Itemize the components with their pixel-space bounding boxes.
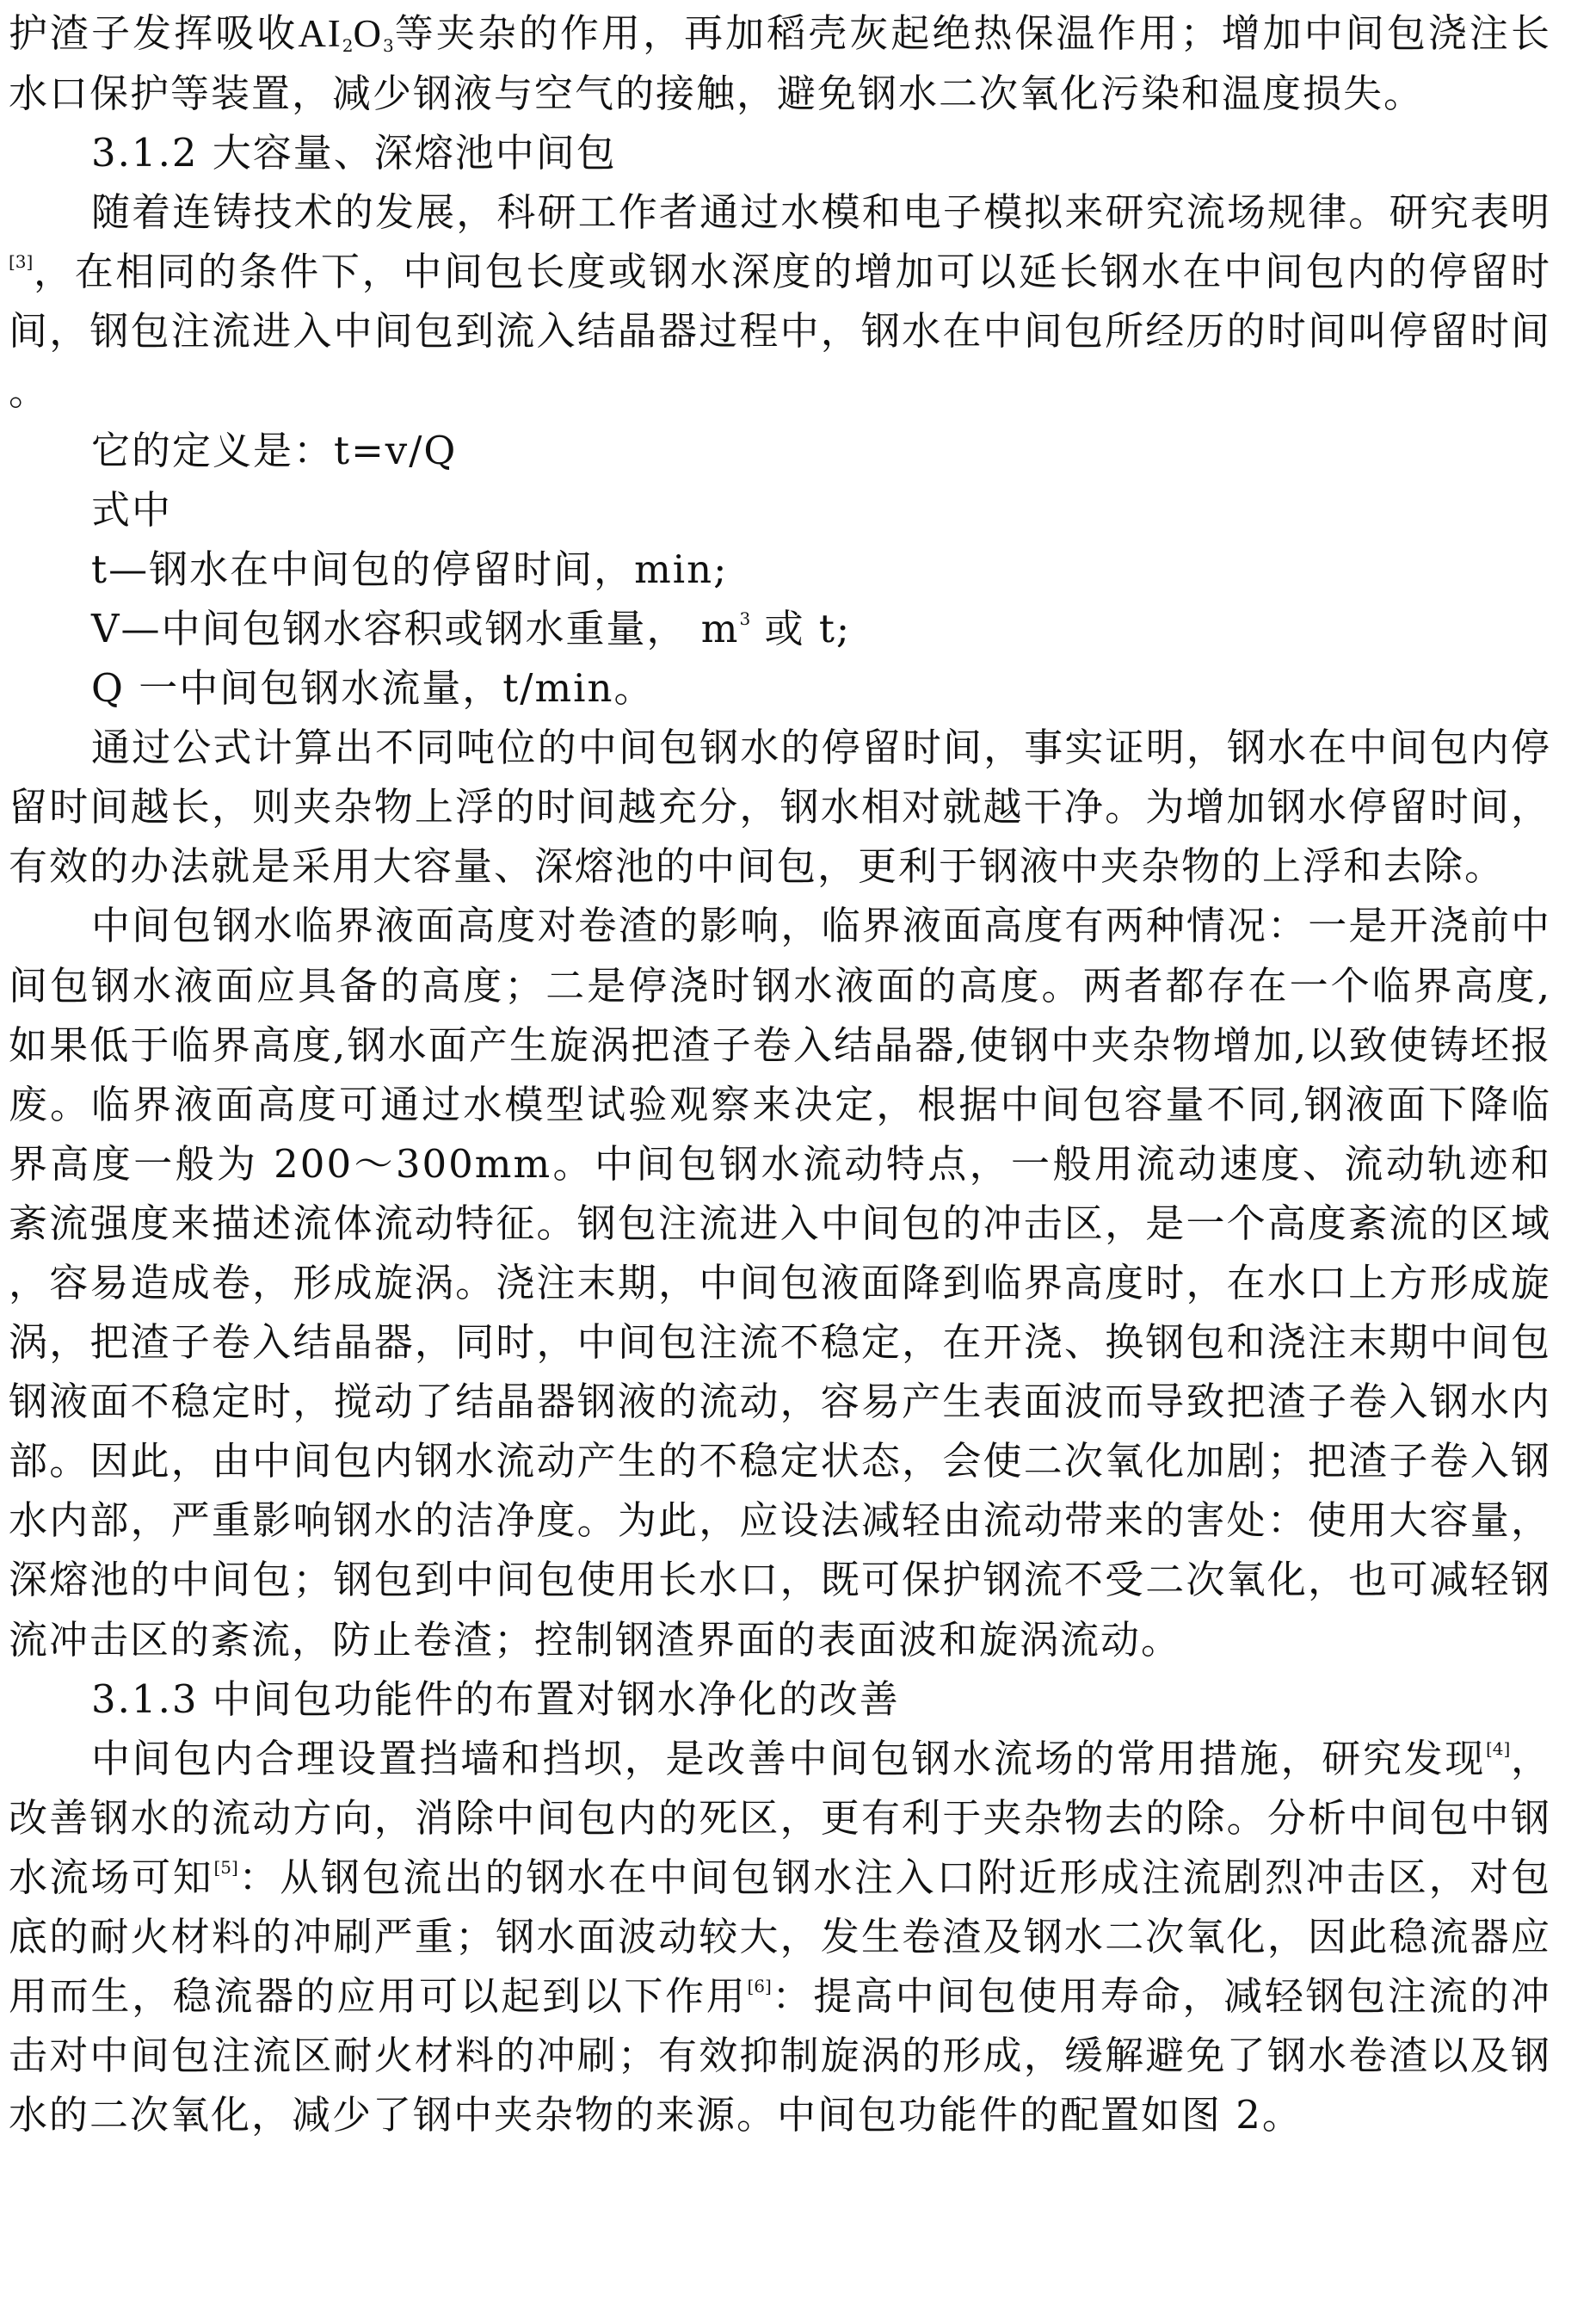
text-segment: 护渣子发挥吸收 (9, 10, 299, 56)
formula-o: O (353, 12, 384, 55)
paragraph-critical-level: 中间包钢水临界液面高度对卷渣的影响，临界液面高度有两种情况：一是开浇前中间包钢水液面应具备的高度；二是停浇时钢水液面的高度。两者都存在一个临界高度,如果低于临界高度,钢水面产生旋涡把渣子卷入结晶器,使钢中夹杂物增加,以致使铸坯报废。临界液面高度可通过水模型试验观察来决定，根据中间包容量不同,钢液面下降临界高度一般为 200～300mm。中间包钢水流动特点，一般用流动速度、流动轨迹和紊流强度来描述流体流动特征。钢包注流进入中间包的冲击区，是一个高度紊流的区域，容易造成卷，形成旋涡。浇注末期，中间包液面降到临界高度时，在水口上方形成旋涡，把渣子卷入结晶器，同时，中间包注流不稳定，在开浇、换钢包和浇注末期中间包钢液面不稳定时，搅动了结晶器钢液的流动，容易产生表面波而导致把渣子卷入钢水内部。因此，由中间包内钢水流动产生的不稳定状态，会使二次氧化加剧；把渣子卷入钢水内部，严重影响钢水的洁净度。为此，应设法减轻由流动带来的害处：使用大容量，深熔池的中间包；钢包到中间包使用长水口，既可保护钢流不受二次氧化，也可减轻钢流冲击区的紊流，防止卷渣；控制钢渣界面的表面波和旋涡流动。 (9, 903, 1551, 1663)
text-segment: ：从钢包流出的钢水在中间包钢水注入口附近形成注流剧烈冲击区，对包底的耐火材料的冲刷严重；钢水面波动较大，发生卷渣及钢水二次氧化，因此稳流器应用而生，稳流器的应用可以起到以下作用 (9, 1854, 1551, 2020)
text-segment: ：提高中间包使用寿命，减轻钢包注流的冲击对中间包注流区耐火材料的冲刷；有效抑制旋涡的形成，缓解避免了钢水卷渣以及钢水的二次氧化，减少了钢中夹杂物的来源。中间包功能件的配置如图 2。 (9, 1973, 1551, 2138)
formula-definition: 它的定义是：t=v/Q (91, 427, 458, 473)
section-heading-3-1-2: 3.1.2 大容量、深熔池中间包 (91, 130, 617, 176)
section-heading-3-1-3: 3.1.3 中间包功能件的布置对钢水净化的改善 (91, 1675, 900, 1722)
text-segment: ，改善钢水的流动方向，消除中间包内的死区，更有利于夹杂物去的除。分析中间包中钢水流场可知 (9, 1735, 1551, 1900)
formula-al: AI (298, 12, 342, 55)
variable-q: Q 一中间包钢水流量，t/min。 (91, 665, 655, 712)
subscript: 2 (342, 35, 354, 56)
variable-v (9, 599, 1551, 658)
text-segment: 或 t; (750, 605, 852, 651)
paragraph-residence-time (9, 182, 1551, 420)
paragraph-slag-protection (9, 3, 1551, 123)
citation-ref-5: [5] (213, 1856, 238, 1878)
citation-ref-3: [3] (9, 251, 34, 273)
citation-ref-4: [4] (1485, 1737, 1511, 1759)
paragraph-functional-parts (9, 1729, 1551, 2145)
paragraph-formula-result: 通过公式计算出不同吨位的中间包钢水的停留时间，事实证明，钢水在中间包内停留时间越长，则夹杂物上浮的时间越充分，钢水相对就越干净。为增加钢水停留时间，有效的办法就是采用大容量、深熔池的中间包，更利于钢液中夹杂物的上浮和去除。 (9, 725, 1551, 890)
text-segment: ，在相同的条件下，中间包长度或钢水深度的增加可以延长钢水在中间包内的停留时间，钢包注流进入中间包到流入结晶器过程中，钢水在中间包所经历的时间叫停留时间。 (9, 249, 1551, 414)
text-segment: V—中间包钢水容积或钢水重量， m (91, 605, 740, 651)
subscript: 3 (383, 35, 394, 56)
variable-t: t—钢水在中间包的停留时间，min; (91, 546, 729, 592)
text-segment: 随着连铸技术的发展，科研工作者通过水模和电子模拟来研究流场规律。研究表明 (91, 189, 1551, 236)
text-segment: 等夹杂的作用，再加稻壳灰起绝热保温作用；增加中间包浇注长水口保护等装置，减少钢液与空气的接触，避免钢水二次氧化污染和温度损失。 (9, 10, 1551, 117)
superscript: 3 (739, 608, 751, 629)
formula-where: 式中 (91, 486, 173, 533)
citation-ref-6: [6] (747, 1976, 772, 1997)
text-segment: 中间包内合理设置挡墙和挡坝，是改善中间包钢水流场的常用措施，研究发现 (91, 1735, 1486, 1781)
